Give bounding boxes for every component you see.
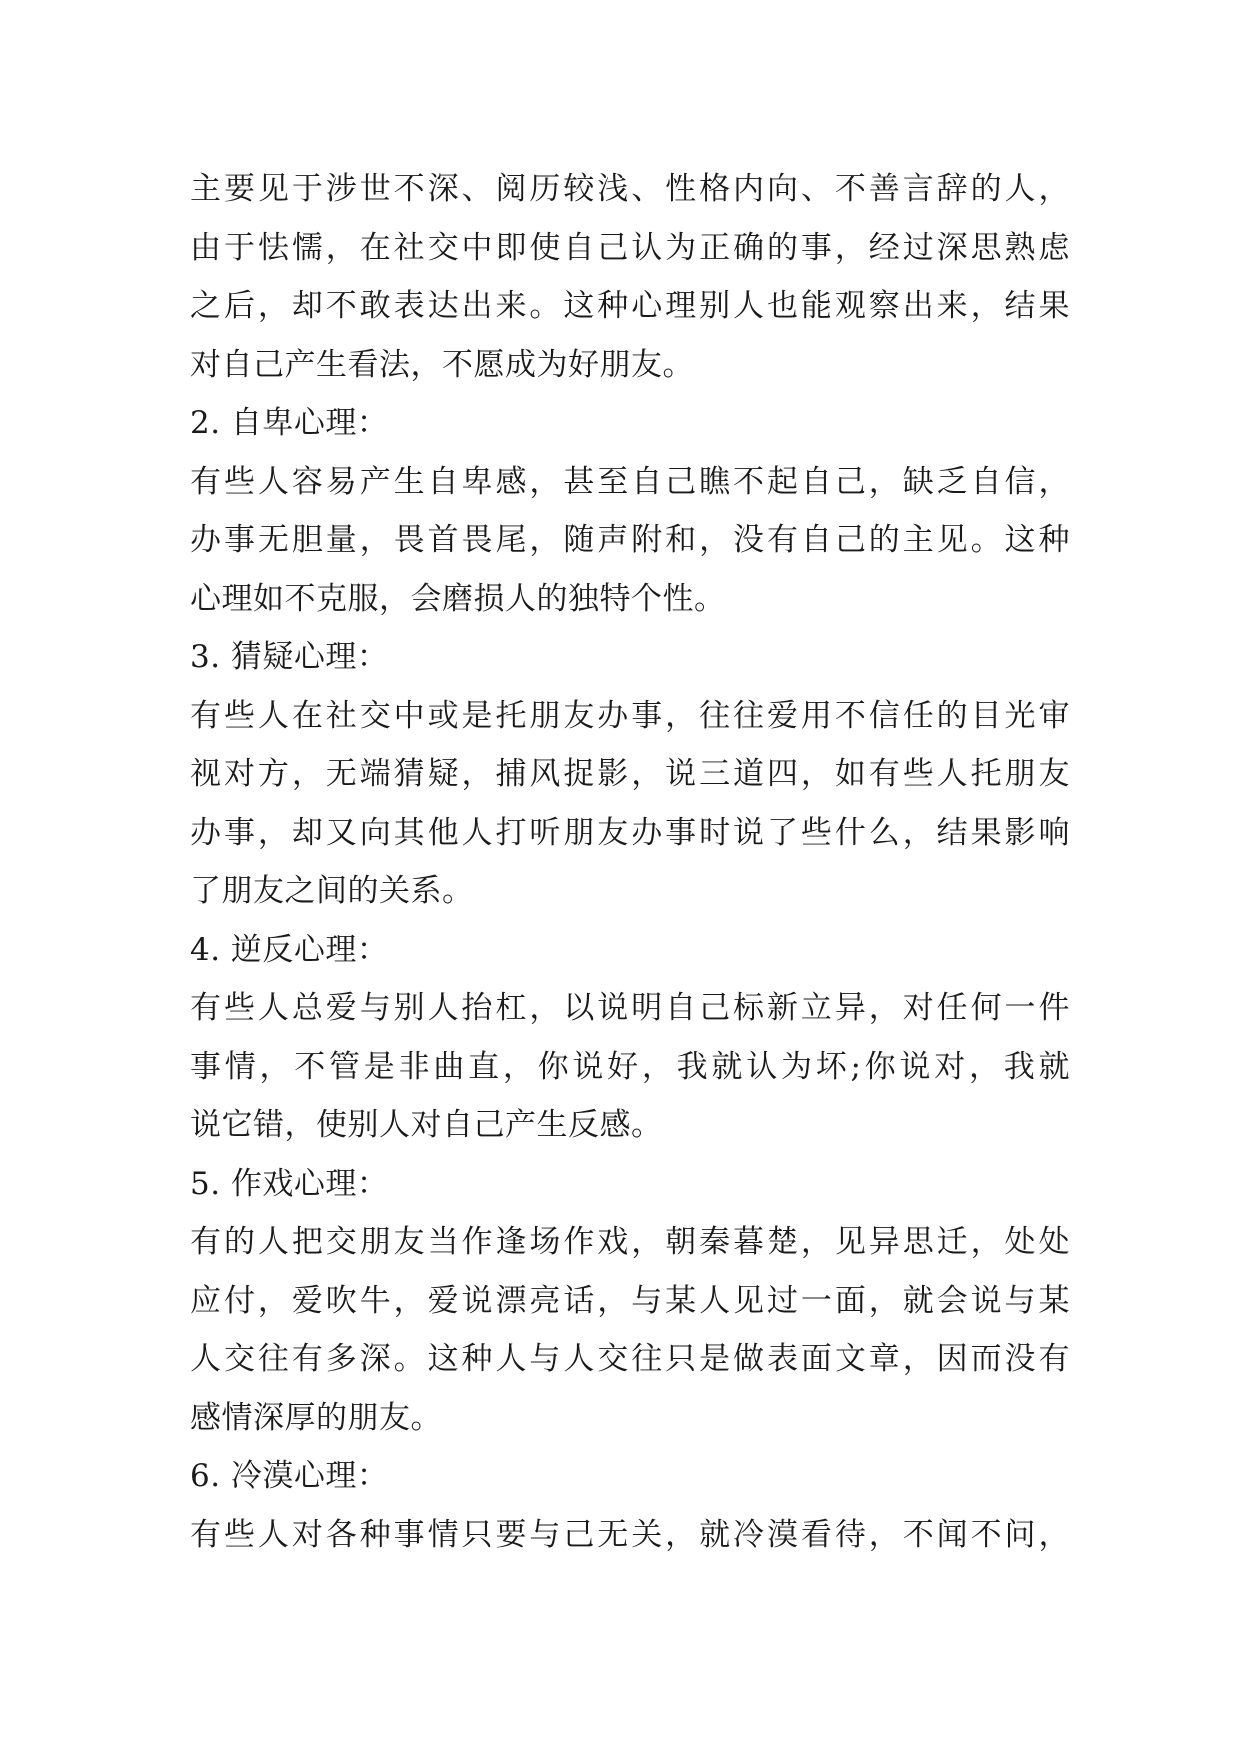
text-line: 应付，爱吹牛，爱说漂亮话，与某人见过一面，就会说与某 (190, 1282, 1070, 1319)
section-heading-4: 4. 逆反心理： (190, 931, 389, 968)
text-line: 人交往有多深。这种人与人交往只是做表面文章，因而没有 (190, 1341, 1070, 1377)
text-line: 之后，却不敢表达出来。这种心理别人也能观察出来，结果 (190, 288, 1070, 324)
section-heading-5: 5. 作戏心理： (190, 1165, 389, 1202)
text-line: 有些人对各种事情只要与己无关，就冷漠看待，不闻不问， (190, 1516, 1070, 1553)
text-line: 办事，却又向其他人打听朋友办事时说了些什么，结果影响 (190, 814, 1070, 851)
text-line: 感情深厚的朋友。 (190, 1399, 442, 1436)
document-body (190, 160, 1070, 1564)
text-line: 主要见于涉世不深、阅历较浅、性格内向、不善言辞的人， (190, 171, 1070, 207)
text-line: 由于怯懦，在社交中即使自己认为正确的事，经过深思熟虑 (190, 229, 1070, 266)
section-heading-3: 3. 猜疑心理： (190, 639, 389, 675)
text-line: 对自己产生看法，不愿成为好朋友。 (190, 346, 694, 383)
text-line: 了朋友之间的关系。 (190, 873, 474, 909)
section-heading-6: 6. 冷漠心理： (190, 1458, 389, 1494)
text-line: 有些人容易产生自卑感，甚至自己瞧不起自己，缺乏自信， (190, 463, 1070, 500)
text-line: 办事无胆量，畏首畏尾，随声附和，没有自己的主见。这种 (190, 522, 1070, 558)
text-line: 视对方，无端猜疑，捕风捉影，说三道四，如有些人托朋友 (190, 756, 1070, 792)
text-line: 说它错，使别人对自己产生反感。 (190, 1107, 663, 1143)
text-line: 有些人在社交中或是托朋友办事，往往爱用不信任的目光审 (190, 697, 1070, 734)
text-line: 有的人把交朋友当作逢场作戏，朝秦暮楚，见异思迁，处处 (190, 1224, 1070, 1260)
section-heading-2: 2. 自卑心理： (190, 405, 389, 441)
text-line: 有些人总爱与别人抬杠，以说明自己标新立异，对任何一件 (190, 990, 1070, 1026)
text-line: 事情，不管是非曲直，你说好，我就认为坏;你说对，我就 (190, 1048, 1070, 1085)
text-line: 心理如不克服，会磨损人的独特个性。 (190, 580, 726, 617)
